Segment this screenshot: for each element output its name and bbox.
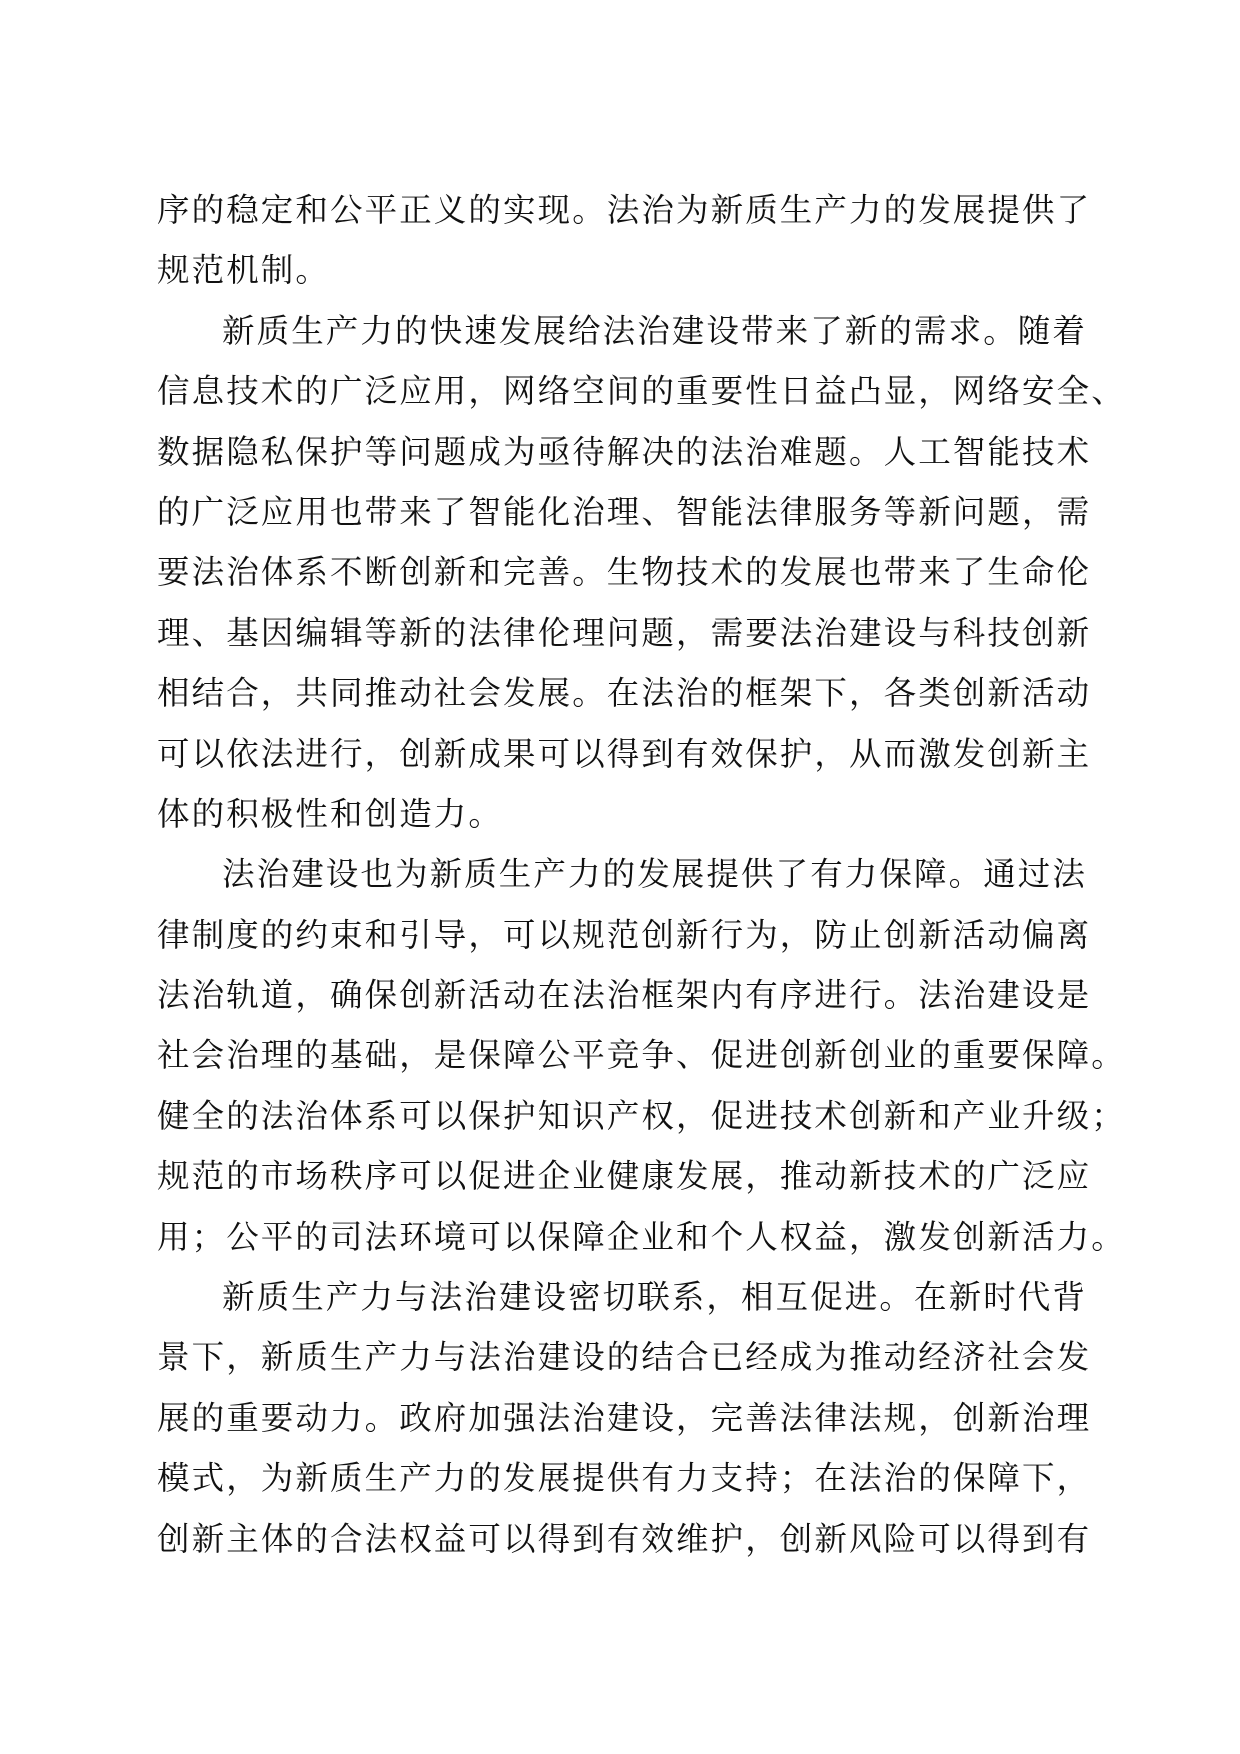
text-line: 规范机制。	[157, 251, 331, 290]
text-line: 体的积极性和创造力。	[157, 794, 504, 833]
paragraph-1	[157, 180, 1092, 301]
text-line: 健全的法治体系可以保护知识产权，促进技术创新和产业升级；	[157, 1096, 1126, 1135]
text-line: 信息技术的广泛应用，网络空间的重要性日益凸显，网络安全、	[157, 372, 1126, 411]
text-line: 用；公平的司法环境可以保障企业和个人权益，激发创新活力。	[157, 1217, 1126, 1256]
text-line: 规范的市场秩序可以促进企业健康发展，推动新技术的广泛应	[157, 1157, 1092, 1196]
text-line: 数据隐私保护等问题成为亟待解决的法治难题。人工智能技术	[157, 432, 1092, 471]
text-line: 景下，新质生产力与法治建设的结合已经成为推动经济社会发	[157, 1338, 1092, 1377]
text-line: 序的稳定和公平正义的实现。法治为新质生产力的发展提供了	[157, 191, 1092, 229]
text-line: 法治建设也为新质生产力的发展提供了有力保障。通过法	[222, 855, 1088, 894]
text-line: 理、基因编辑等新的法律伦理问题，需要法治建设与科技创新	[157, 613, 1092, 652]
text-line: 的广泛应用也带来了智能化治理、智能法律服务等新问题，需	[157, 492, 1092, 531]
text-line: 展的重要动力。政府加强法治建设，完善法律法规，创新治理	[157, 1398, 1092, 1437]
text-line: 可以依法进行，创新成果可以得到有效保护，从而激发创新主	[157, 734, 1092, 773]
text-line: 社会治理的基础，是保障公平竞争、促进创新创业的重要保障。	[157, 1036, 1126, 1075]
text-line: 新质生产力与法治建设密切联系，相互促进。在新时代背	[222, 1278, 1088, 1317]
text-line: 相结合，共同推动社会发展。在法治的框架下，各类创新活动	[157, 674, 1092, 713]
text-line: 法治轨道，确保创新活动在法治框架内有序进行。法治建设是	[157, 976, 1092, 1015]
document-page	[157, 180, 1126, 1569]
paragraph-3	[157, 844, 1126, 1267]
text-line: 要法治体系不断创新和完善。生物技术的发展也带来了生命伦	[157, 553, 1092, 592]
text-line: 创新主体的合法权益可以得到有效维护，创新风险可以得到有	[157, 1519, 1092, 1558]
paragraph-2	[157, 301, 1126, 845]
text-line: 新质生产力的快速发展给法治建设带来了新的需求。随着	[222, 311, 1088, 350]
paragraph-4	[157, 1267, 1092, 1569]
text-line: 律制度的约束和引导，可以规范创新行为，防止创新活动偏离	[157, 915, 1092, 954]
text-line: 模式，为新质生产力的发展提供有力支持；在法治的保障下，	[157, 1459, 1092, 1498]
